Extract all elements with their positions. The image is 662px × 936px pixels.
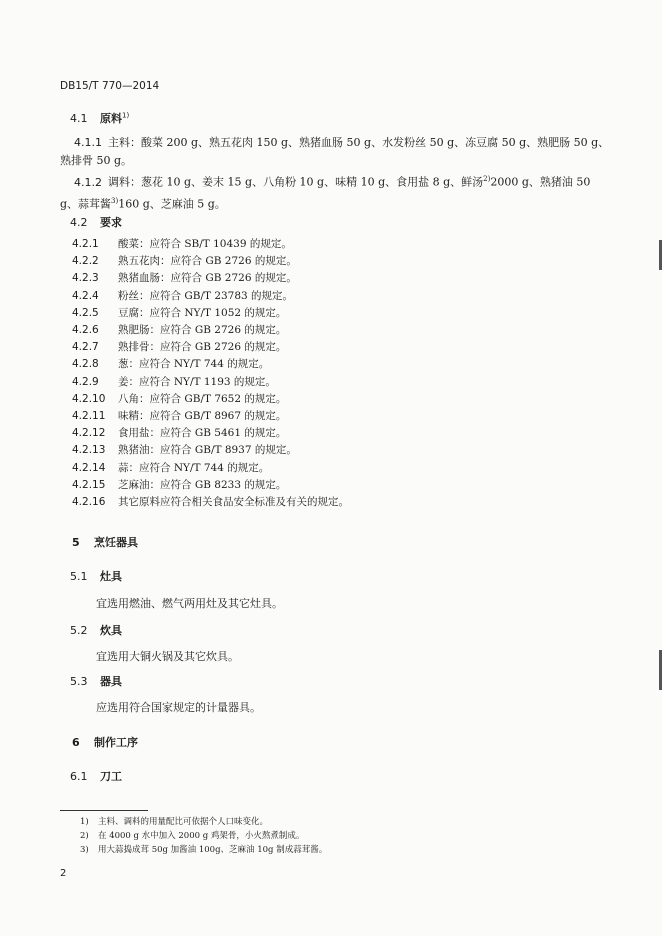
clause-text-c: 160 g、芝麻油 5 g。 <box>118 197 226 211</box>
clause-text: 其它原料应符合相关食品安全标准及有关的规定。 <box>118 496 349 509</box>
list-item <box>72 391 349 408</box>
clause-text: 熟猪油：应符合 GB/T 8937 的规定。 <box>118 444 297 457</box>
page-number: 2 <box>60 868 67 879</box>
section-title: 原料 <box>100 112 122 125</box>
section-4-2-heading <box>70 214 122 230</box>
clause-text: 味精：应符合 GB/T 8967 的规定。 <box>118 410 287 423</box>
section-5-1-heading <box>70 568 122 584</box>
section-title: 炊具 <box>100 624 122 637</box>
clause-text: 主料：酸菜 200 g、熟五花肉 150 g、熟猪血肠 50 g、水发粉丝 50 g、冻豆腐 50 g、熟肥肠 50 g、熟排骨 50 g。 <box>60 136 610 167</box>
clause-text: 粉丝：应符合 GB/T 23783 的规定。 <box>118 289 294 302</box>
section-title: 烹饪器具 <box>94 536 138 549</box>
clause-number: 4.2.15 <box>72 478 106 491</box>
clause-text-b: 2000 g、熟猪油 50 g、蒜茸酱 <box>60 175 591 211</box>
section-number: 5.3 <box>70 675 88 688</box>
section-title: 要求 <box>100 216 122 229</box>
clause-text: 熟五花肉：应符合 GB 2726 的规定。 <box>118 255 297 268</box>
footnote-text: 用大蒜捣成茸 50g 加酱油 100g、芝麻油 10g 制成蒜茸酱。 <box>98 845 328 855</box>
list-item <box>72 253 349 270</box>
section-number: 6 <box>72 736 80 749</box>
clause-number: 4.1.1 <box>74 136 102 149</box>
clause-number: 4.2.10 <box>72 392 106 405</box>
list-item <box>72 494 349 511</box>
clause-text: 芝麻油：应符合 GB 8233 的规定。 <box>118 478 287 491</box>
clause-number: 4.2.5 <box>72 306 99 319</box>
list-item <box>72 305 349 322</box>
requirements-list <box>72 236 349 511</box>
clause-number: 4.2.2 <box>72 255 99 268</box>
clause-text: 酸菜：应符合 SB/T 10439 的规定。 <box>118 238 292 250</box>
section-number: 5.2 <box>70 624 88 637</box>
clause-number: 4.2.1 <box>72 238 99 250</box>
list-item <box>72 236 349 253</box>
section-5-3-text: 应选用符合国家规定的计量器具。 <box>96 701 261 714</box>
list-item <box>72 339 349 356</box>
section-5-2-heading <box>70 622 122 638</box>
list-item <box>72 270 349 287</box>
section-number: 4.1 <box>70 112 88 125</box>
footnote-number: 3) <box>80 845 89 855</box>
section-5-2-text: 宜选用大铜火锅及其它炊具。 <box>96 650 239 663</box>
clause-text: 食用盐：应符合 GB 5461 的规定。 <box>118 427 287 440</box>
clause-number: 4.2.6 <box>72 324 99 337</box>
footnote-3 <box>80 843 327 855</box>
footnote-ref-3: 3) <box>111 196 119 205</box>
section-5-heading <box>72 534 138 550</box>
clause-number: 4.2.12 <box>72 427 106 440</box>
section-5-3-heading <box>70 673 122 689</box>
clause-text: 熟排骨：应符合 GB 2726 的规定。 <box>118 341 287 354</box>
footnote-text: 主料、调料的用量配比可依据个人口味变化。 <box>98 817 269 827</box>
document-id: DB15/T 770—2014 <box>60 80 160 92</box>
clause-text: 蒜：应符合 NY/T 744 的规定。 <box>118 461 270 474</box>
clause-number: 4.2.13 <box>72 444 106 457</box>
list-item <box>72 460 349 477</box>
section-number: 5 <box>72 536 80 549</box>
clause-number: 4.2.9 <box>72 375 99 388</box>
footnote-text: 在 4000 g 水中加入 2000 g 鸡架骨，小火熬煮制成。 <box>98 831 305 841</box>
list-item <box>72 477 349 494</box>
clause-text: 熟肥肠：应符合 GB 2726 的规定。 <box>118 324 287 337</box>
footnote-number: 1) <box>80 817 89 827</box>
clause-text-a: 调料：葱花 10 g、姜末 15 g、八角粉 10 g、味精 10 g、食用盐 8 g、鲜汤 <box>108 175 484 189</box>
clause-text: 熟猪血肠：应符合 GB 2726 的规定。 <box>118 272 297 285</box>
section-number: 4.2 <box>70 216 88 229</box>
paragraph-4-1-2 <box>60 170 610 213</box>
section-title: 刀工 <box>100 770 122 783</box>
clause-number: 4.2.4 <box>72 289 99 302</box>
clause-number: 4.2.3 <box>72 272 99 285</box>
clause-number: 4.2.7 <box>72 341 99 354</box>
section-6-heading <box>72 734 138 750</box>
footnote-1 <box>80 815 268 827</box>
list-item <box>72 374 349 391</box>
section-6-1-heading <box>70 768 122 784</box>
section-number: 6.1 <box>70 770 88 783</box>
section-4-1-heading <box>70 110 129 126</box>
footnote-ref-2: 2) <box>483 175 491 183</box>
clause-number: 4.1.2 <box>74 175 102 189</box>
section-5-1-text: 宜选用燃油、燃气两用灶及其它灶具。 <box>96 597 283 610</box>
clause-text: 豆腐：应符合 NY/T 1052 的规定。 <box>118 306 287 319</box>
clause-number: 4.2.16 <box>72 496 106 509</box>
clause-number: 4.2.11 <box>72 410 106 423</box>
section-title: 制作工序 <box>94 736 138 749</box>
list-item <box>72 288 349 305</box>
clause-text: 八角：应符合 GB/T 7652 的规定。 <box>118 392 287 405</box>
footnote-number: 2) <box>80 831 89 841</box>
footnote-ref-1: 1) <box>122 111 130 120</box>
list-item <box>72 408 349 425</box>
section-number: 5.1 <box>70 570 88 583</box>
list-item <box>72 322 349 339</box>
clause-text: 姜：应符合 NY/T 1193 的规定。 <box>118 375 276 388</box>
clause-number: 4.2.14 <box>72 461 106 474</box>
section-title: 器具 <box>100 675 122 688</box>
clause-number: 4.2.8 <box>72 358 99 371</box>
section-title: 灶具 <box>100 570 122 583</box>
list-item <box>72 442 349 459</box>
footnote-2 <box>80 829 304 841</box>
clause-text: 葱：应符合 NY/T 744 的规定。 <box>118 358 270 371</box>
list-item <box>72 356 349 373</box>
paragraph-4-1-1 <box>60 134 610 170</box>
list-item <box>72 425 349 442</box>
footnote-divider <box>60 810 148 811</box>
